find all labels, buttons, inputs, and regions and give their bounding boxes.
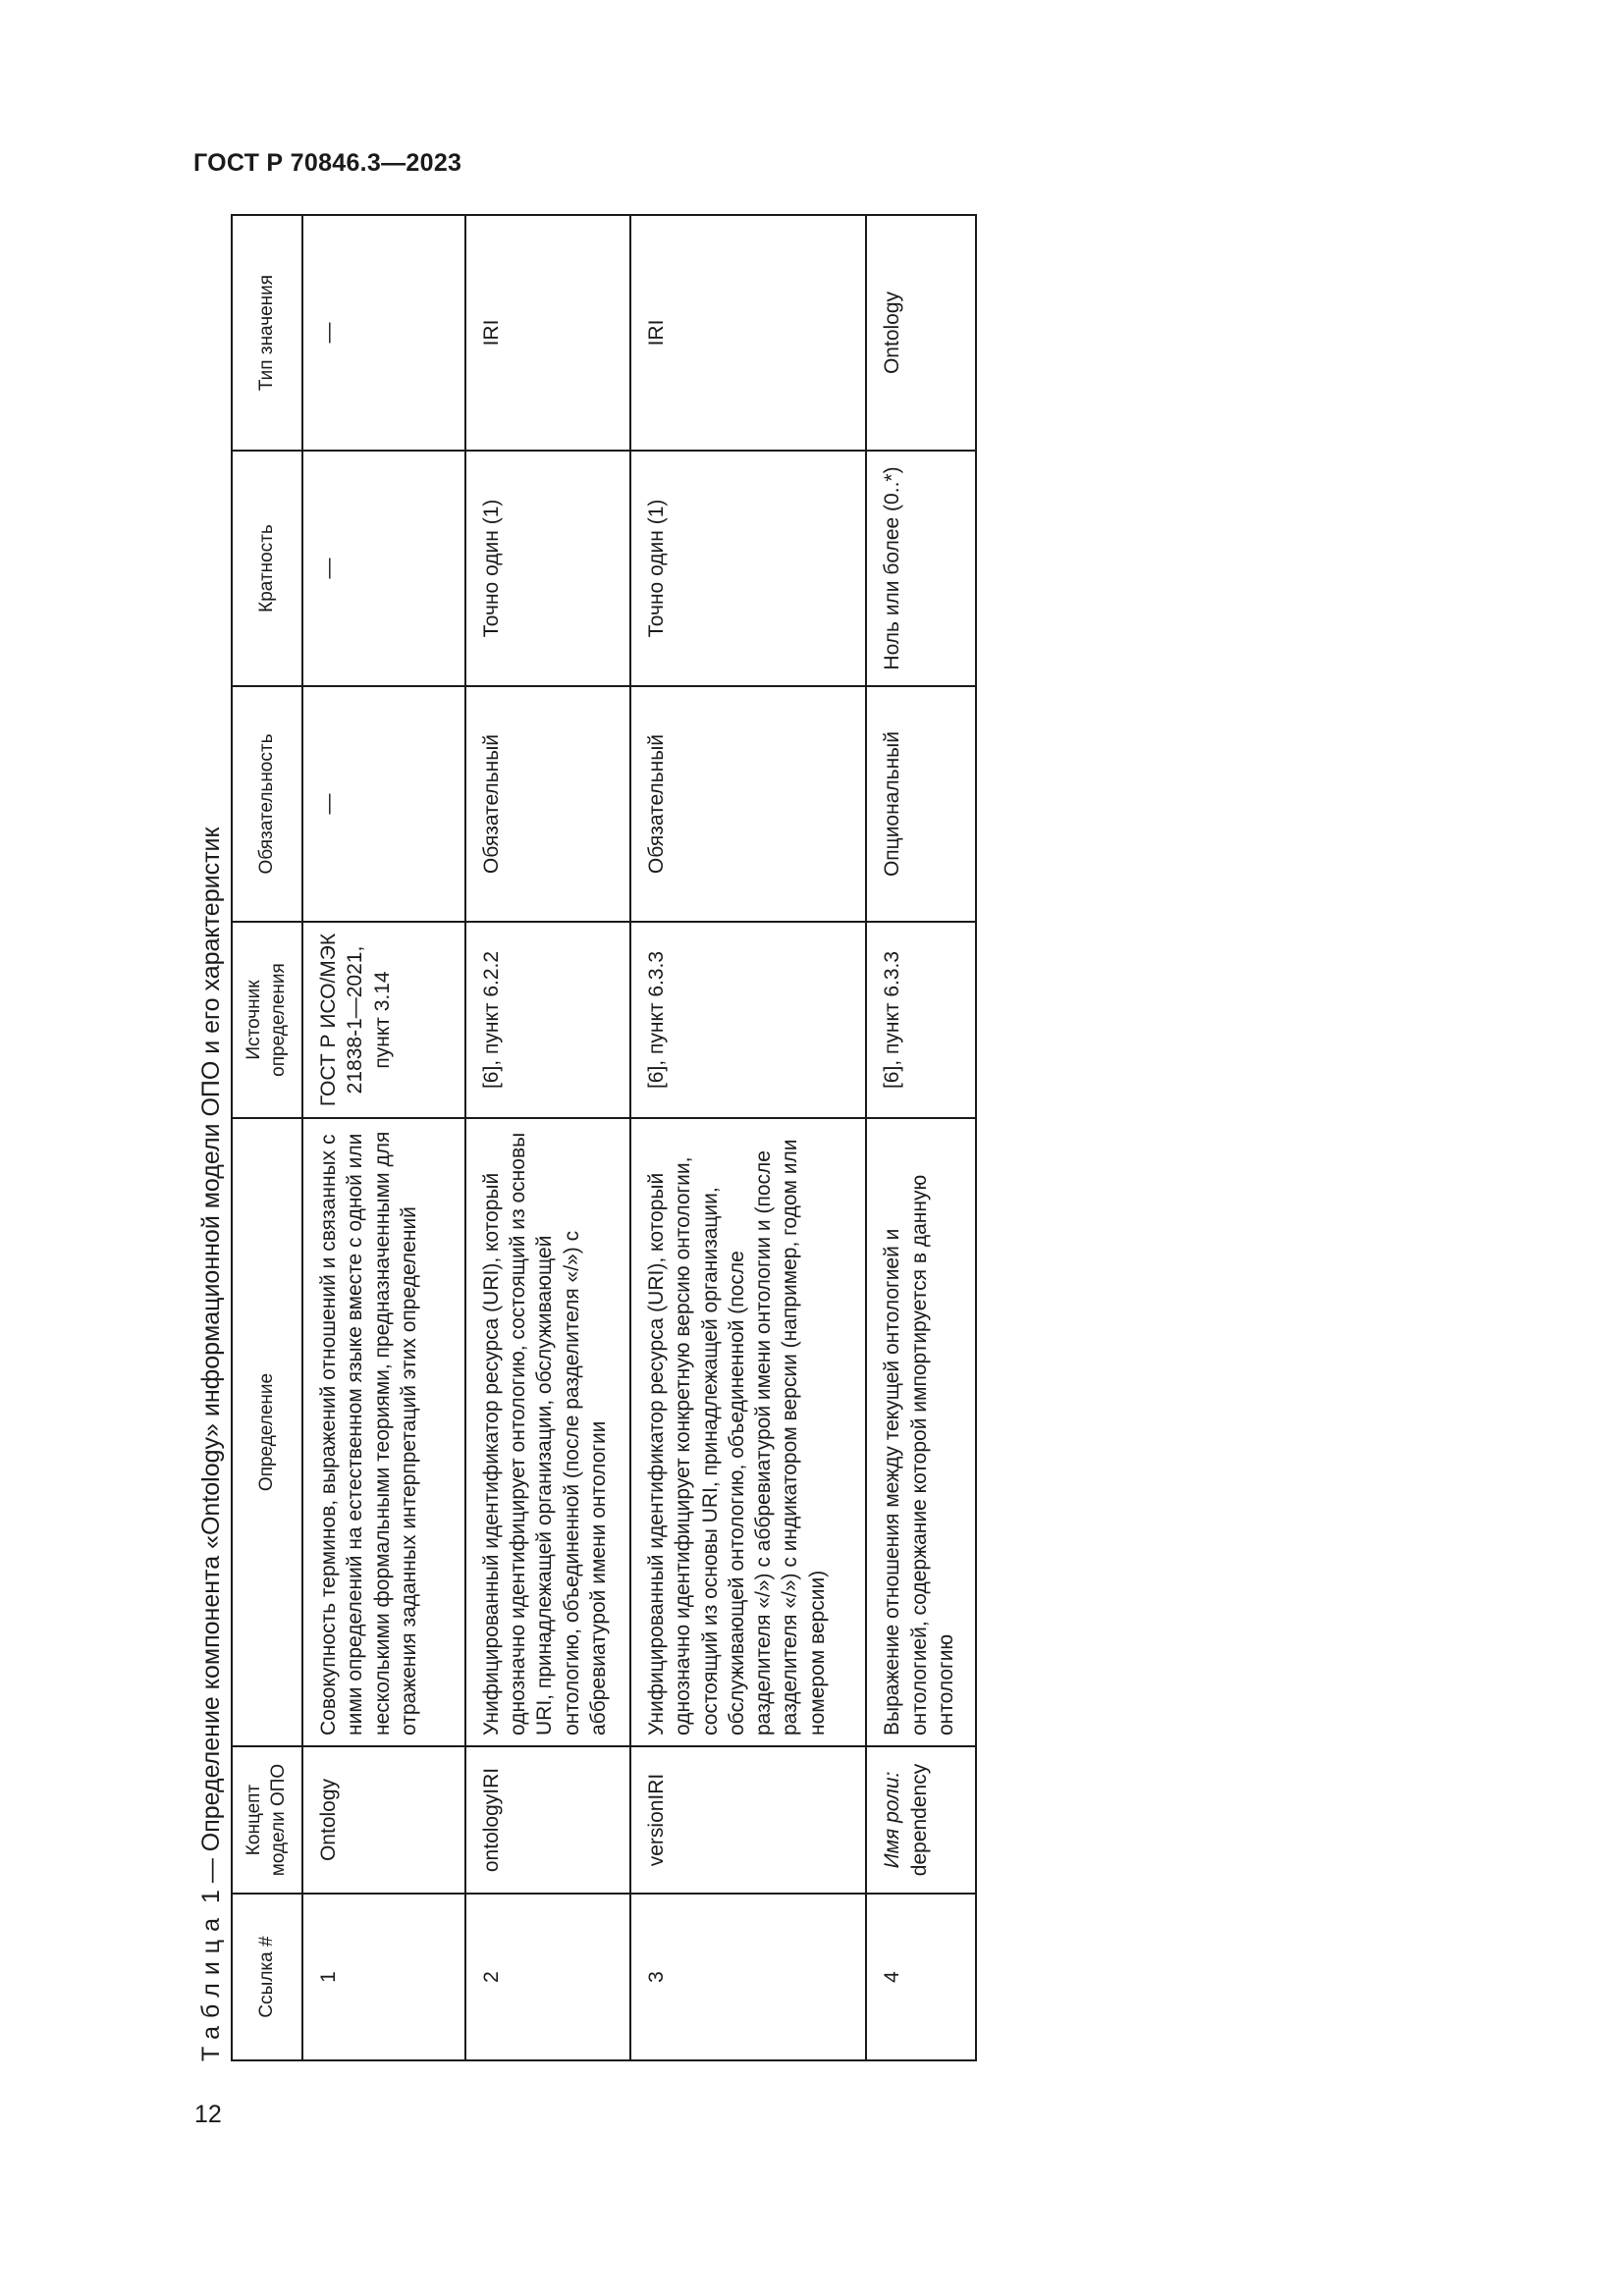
cell-multiplicity: — — [302, 451, 465, 686]
cell-source: ГОСТ Р ИСО/МЭК 21838-1—2021, пункт 3.14 — [302, 922, 465, 1118]
cell-concept — [302, 1746, 465, 1894]
cell-definition: Выражение отношения между текущей онтологией и онтологией, содержание которой импортируется в данную онтологию — [866, 1118, 976, 1746]
concept-label: dependency — [907, 1763, 931, 1877]
cell-ref: 2 — [465, 1894, 630, 2060]
column-header: Определение — [232, 1118, 302, 1746]
column-header: Ссылка # — [232, 1894, 302, 2060]
cell-source: [6], пункт 6.3.3 — [866, 922, 976, 1118]
cell-concept — [465, 1746, 630, 1894]
concept-label: Ontology — [317, 1778, 340, 1862]
table-header-row — [232, 215, 302, 2060]
rotated-table-area — [191, 216, 977, 2061]
cell-multiplicity: Точно один (1) — [630, 451, 866, 686]
document-header: ГОСТ Р 70846.3—2023 — [193, 149, 462, 177]
caption-label: Таблица — [197, 1909, 225, 2061]
cell-value-type: IRI — [630, 215, 866, 451]
column-header: Кратность — [232, 451, 302, 686]
cell-ref: 3 — [630, 1894, 866, 2060]
column-header: Концепт модели ОПО — [232, 1746, 302, 1894]
table-caption — [191, 828, 231, 2061]
page-number: 12 — [194, 2101, 222, 2128]
table-row — [630, 215, 866, 2060]
cell-definition: Совокупность терминов, выражений отношений и связанных с ними определений на естественном языке вместе с одной или несколькими формальными теориями, предназначенными для отражения заданных интерпретаций этих определений — [302, 1118, 465, 1746]
cell-obligation: Обязательный — [630, 686, 866, 922]
cell-obligation: Опциональный — [866, 686, 976, 922]
cell-value-type: Ontology — [866, 215, 976, 451]
cell-definition: Унифицированный идентификатор ресурса (URI), который однозначно идентифицирует конкретную версию онтологии, состоящий из основы URI, принадлежащей организации, обслуживающей онтологию, объединенной (после разделителя «/») с аббревиатурой имени онтологии и (после разделителя «/») с индикатором версии (например, годом или номером версии) — [630, 1118, 866, 1746]
cell-obligation: — — [302, 686, 465, 922]
cell-multiplicity: Точно один (1) — [465, 451, 630, 686]
table-row — [302, 215, 465, 2060]
column-header: Обязательность — [232, 686, 302, 922]
table-row — [866, 215, 976, 2060]
cell-source: [6], пункт 6.2.2 — [465, 922, 630, 1118]
cell-obligation: Обязательный — [465, 686, 630, 922]
data-table — [231, 214, 977, 2061]
cell-concept — [866, 1746, 976, 1894]
column-header: Источник определения — [232, 922, 302, 1118]
caption-text: 1 — Определение компонента «Ontology» информационной модели ОПО и его характеристик — [197, 827, 225, 1910]
cell-multiplicity: Ноль или более (0..*) — [866, 451, 976, 686]
cell-source: [6], пункт 6.3.3 — [630, 922, 866, 1118]
concept-role-label: Имя роли: — [881, 1771, 904, 1869]
cell-concept — [630, 1746, 866, 1894]
cell-ref: 4 — [866, 1894, 976, 2060]
concept-label: versionIRI — [644, 1773, 668, 1867]
cell-value-type: — — [302, 215, 465, 451]
concept-label: ontologyIRI — [479, 1767, 503, 1873]
cell-ref: 1 — [302, 1894, 465, 2060]
column-header: Тип значения — [232, 215, 302, 451]
cell-value-type: IRI — [465, 215, 630, 451]
cell-definition: Унифицированный идентификатор ресурса (URI), который однозначно идентифицирует онтологию, состоящий из основы URI, принадлежащей организации, обслуживающей онтологию, объединенной (после разделителя «/») с аббревиатурой имени онтологии — [465, 1118, 630, 1746]
table-row — [465, 215, 630, 2060]
